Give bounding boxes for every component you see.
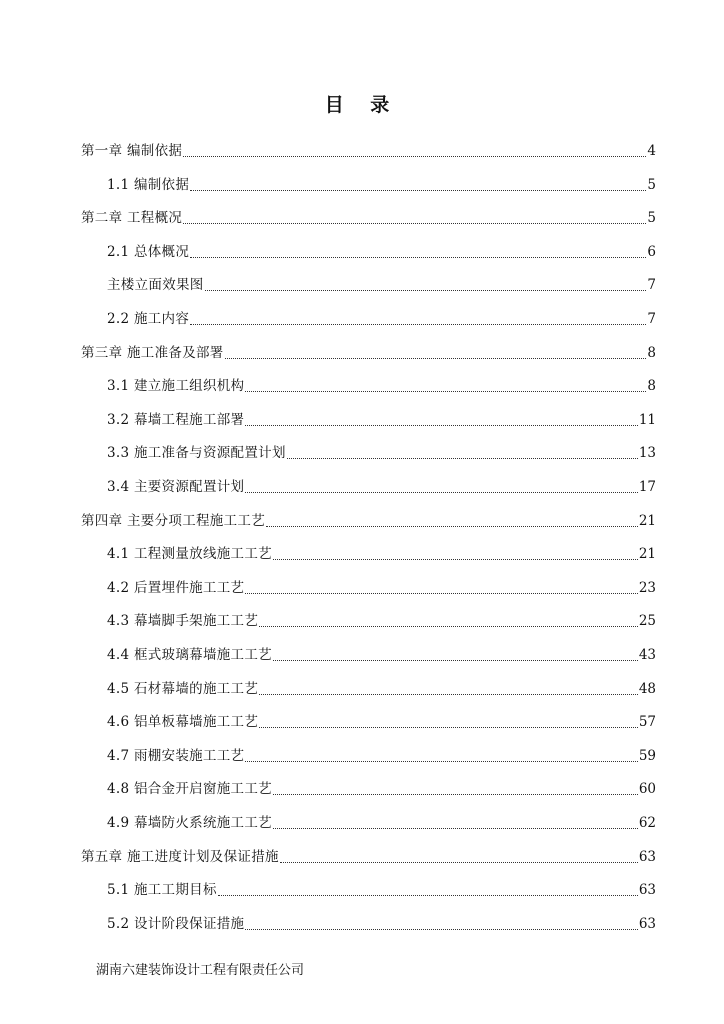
toc-entry[interactable] bbox=[107, 778, 656, 800]
toc-entry-label: 4.3 幕墙脚手架施工工艺 bbox=[107, 613, 259, 630]
toc-leader-dots bbox=[218, 895, 638, 896]
toc-entry[interactable] bbox=[81, 846, 656, 868]
toc-entry[interactable] bbox=[81, 342, 656, 364]
toc-entry-page-number: 11 bbox=[638, 411, 656, 428]
toc-entry[interactable] bbox=[107, 543, 656, 565]
toc-entry-label: 4.2 后置埋件施工工艺 bbox=[107, 579, 245, 596]
toc-leader-dots bbox=[273, 660, 638, 661]
toc-entry[interactable] bbox=[81, 510, 656, 532]
toc-entry-label: 3.2 幕墙工程施工部署 bbox=[107, 411, 245, 428]
toc-entry[interactable] bbox=[107, 308, 656, 330]
toc-leader-dots bbox=[183, 223, 646, 224]
toc-entry[interactable] bbox=[107, 879, 656, 901]
toc-entry-label: 4.8 铝合金开启窗施工工艺 bbox=[107, 781, 272, 798]
toc-leader-dots bbox=[205, 290, 647, 291]
toc-entry-label: 4.6 铝单板幕墙施工工艺 bbox=[107, 714, 259, 731]
toc-entry[interactable] bbox=[107, 174, 656, 196]
toc-entry-page-number: 63 bbox=[638, 882, 656, 899]
toc-entry-page-number: 13 bbox=[638, 445, 656, 462]
toc-leader-dots bbox=[259, 694, 638, 695]
toc-entry-page-number: 62 bbox=[638, 815, 656, 831]
toc-entry-label: 1.1 编制依据 bbox=[107, 176, 190, 193]
toc-entry-page-number: 60 bbox=[638, 781, 656, 798]
toc-entry-page-number: 7 bbox=[647, 277, 656, 294]
toc-entry-page-number: 17 bbox=[638, 479, 656, 495]
toc-leader-dots bbox=[280, 862, 638, 863]
toc-leader-dots bbox=[225, 358, 647, 359]
toc-leader-dots bbox=[190, 257, 646, 258]
toc-entry-label: 4.9 幕墙防火系统施工工艺 bbox=[107, 815, 272, 831]
toc-entry-label: 主楼立面效果图 bbox=[107, 277, 204, 294]
toc-entry-label: 5.1 施工工期目标 bbox=[107, 882, 217, 899]
toc-entry[interactable] bbox=[107, 577, 656, 599]
toc-leader-dots bbox=[245, 492, 637, 493]
toc-entry-page-number: 4 bbox=[647, 143, 656, 159]
toc-entry-page-number: 21 bbox=[638, 546, 656, 563]
toc-entry[interactable] bbox=[107, 476, 656, 498]
toc-leader-dots bbox=[245, 425, 637, 426]
toc-entry[interactable] bbox=[107, 812, 656, 834]
toc-entry-label: 4.4 框式玻璃幕墙施工工艺 bbox=[107, 647, 272, 663]
toc-entry[interactable] bbox=[81, 207, 656, 229]
toc-entry-label: 5.2 设计阶段保证措施 bbox=[107, 915, 245, 932]
toc-entry-label: 第三章 施工准备及部署 bbox=[81, 344, 224, 361]
toc-entry[interactable] bbox=[107, 644, 656, 666]
toc-entry-label: 2.2 施工内容 bbox=[107, 311, 190, 327]
toc-leader-dots bbox=[273, 828, 638, 829]
toc-entry[interactable] bbox=[107, 711, 656, 733]
toc-entry-label: 3.3 施工准备与资源配置计划 bbox=[107, 445, 286, 462]
toc-leader-dots bbox=[245, 761, 637, 762]
toc-entry[interactable] bbox=[107, 745, 656, 767]
toc-entry-label: 第五章 施工进度计划及保证措施 bbox=[81, 848, 279, 865]
toc-leader-dots bbox=[259, 626, 638, 627]
toc-leader-dots bbox=[190, 190, 646, 191]
toc-entry-page-number: 63 bbox=[638, 848, 656, 865]
toc-leader-dots bbox=[273, 794, 638, 795]
toc-entry-page-number: 23 bbox=[638, 579, 656, 596]
toc-leader-dots bbox=[266, 526, 638, 527]
toc-entry-label: 3.4 主要资源配置计划 bbox=[107, 479, 245, 495]
toc-entry[interactable] bbox=[81, 140, 656, 162]
toc-entry-page-number: 7 bbox=[647, 311, 656, 327]
toc-leader-dots bbox=[259, 727, 638, 728]
toc-entry[interactable] bbox=[107, 274, 656, 296]
toc-entry[interactable] bbox=[107, 678, 656, 700]
toc-leader-dots bbox=[245, 391, 646, 392]
toc-leader-dots bbox=[245, 929, 637, 930]
toc-entry-page-number: 59 bbox=[638, 747, 656, 764]
toc-leader-dots bbox=[190, 324, 646, 325]
footer-company-name: 湖南六建装饰设计工程有限责任公司 bbox=[96, 963, 305, 978]
toc-entry-label: 第一章 编制依据 bbox=[81, 143, 183, 159]
toc-leader-dots bbox=[245, 593, 637, 594]
toc-entry-page-number: 5 bbox=[647, 176, 656, 193]
toc-entry-label: 4.1 工程测量放线施工工艺 bbox=[107, 546, 272, 563]
toc-leader-dots bbox=[183, 156, 646, 157]
toc-entry-label: 3.1 建立施工组织机构 bbox=[107, 378, 245, 395]
toc-entry-label: 第四章 主要分项工程施工工艺 bbox=[81, 512, 265, 529]
toc-entry-page-number: 6 bbox=[647, 243, 656, 260]
toc-entry-label: 第二章 工程概况 bbox=[81, 210, 183, 227]
toc-entry-page-number: 21 bbox=[638, 512, 656, 529]
toc-entry-page-number: 63 bbox=[638, 915, 656, 932]
toc-entry-page-number: 48 bbox=[638, 680, 656, 697]
toc-entry-page-number: 57 bbox=[638, 714, 656, 731]
toc-entry[interactable] bbox=[107, 913, 656, 935]
toc-entry[interactable] bbox=[107, 241, 656, 263]
toc-entry[interactable] bbox=[107, 610, 656, 632]
page-title: 目 录 bbox=[324, 94, 400, 116]
toc-entry[interactable] bbox=[107, 375, 656, 397]
toc-leader-dots bbox=[273, 559, 638, 560]
toc-entry-page-number: 25 bbox=[638, 613, 656, 630]
toc-entry-label: 4.7 雨棚安装施工工艺 bbox=[107, 747, 245, 764]
toc-entry-page-number: 43 bbox=[638, 647, 656, 663]
toc-entry-page-number: 5 bbox=[647, 210, 656, 227]
toc-entry-page-number: 8 bbox=[647, 344, 656, 361]
toc-entry-label: 4.5 石材幕墙的施工工艺 bbox=[107, 680, 259, 697]
toc-leader-dots bbox=[287, 458, 638, 459]
toc-entry[interactable] bbox=[107, 409, 656, 431]
toc-entry[interactable] bbox=[107, 442, 656, 464]
toc-entry-label: 2.1 总体概况 bbox=[107, 243, 190, 260]
toc-entry-page-number: 8 bbox=[647, 378, 656, 395]
